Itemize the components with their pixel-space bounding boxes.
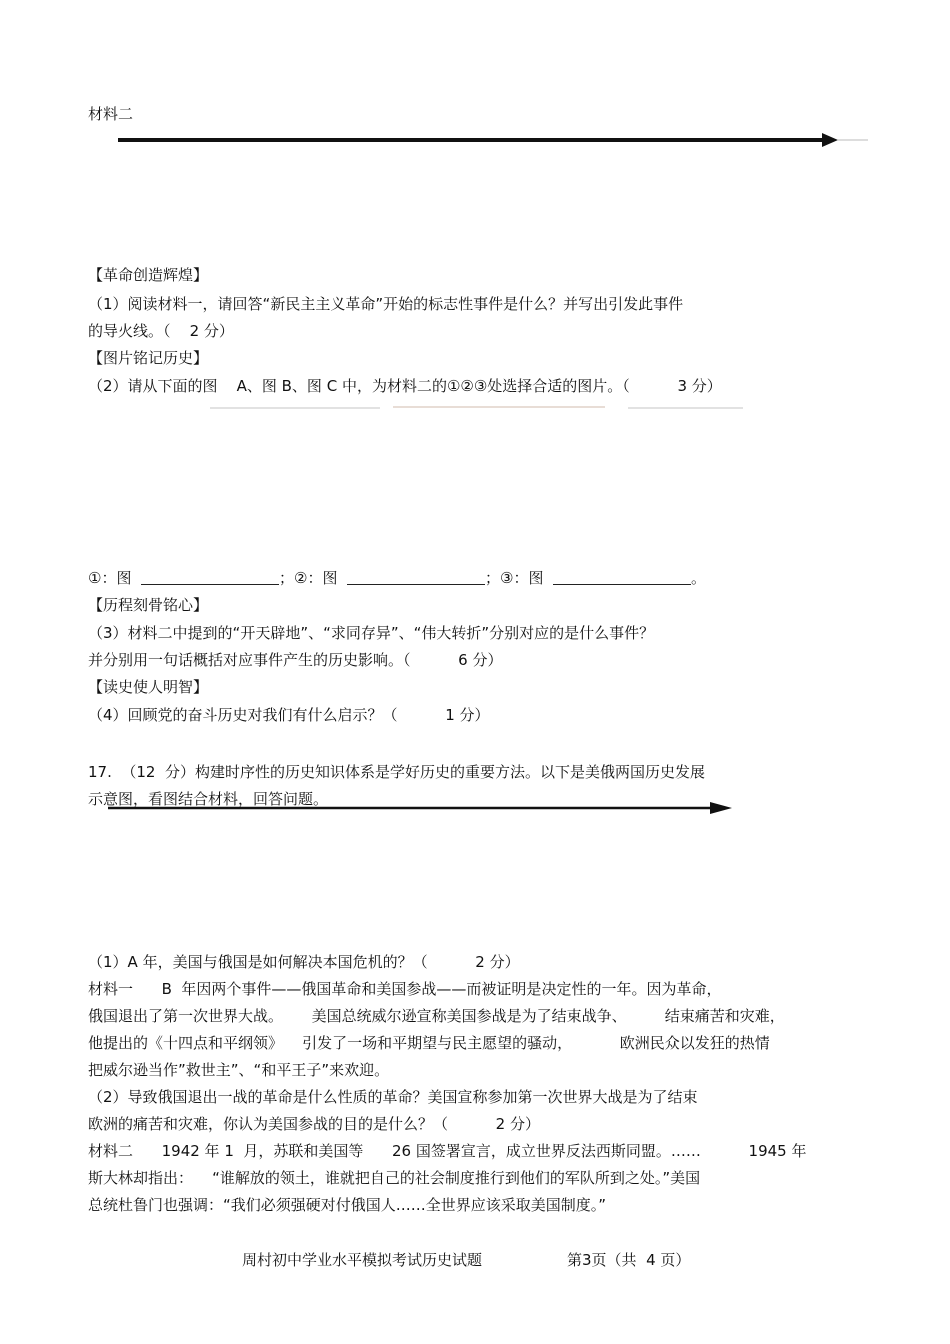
answer-blank-3[interactable] xyxy=(553,570,691,585)
question-1-line-2: 的导火线。（ 2 分） xyxy=(88,322,234,340)
question-17-line-1: 17. （12 分）构建时序性的历史知识体系是学好历史的重要方法。以下是美俄两国历史发展 xyxy=(88,763,706,781)
picture-c-edge xyxy=(628,407,743,409)
material2-label: 材料二 xyxy=(88,105,134,123)
answer-end: 。 xyxy=(691,569,707,587)
footer-page-info: 第3页（共 4 页） xyxy=(567,1251,691,1269)
material-1-line-3: 他提出的《十四点和平纲领》 引发了一场和平期望与民主愿望的骚动， 欧洲民众以发狂的热情 xyxy=(88,1034,770,1052)
question-17-sub-1: （1）A 年，美国与俄国是如何解决本国危机的？（ 2 分） xyxy=(88,953,520,971)
question-4-line: （4）回顾党的奋斗历史对我们有什么启示？（ 1 分） xyxy=(88,706,490,724)
answer-blank-1[interactable] xyxy=(141,570,279,585)
question-1-line-1: （1）阅读材料一，请回答“新民主主义革命”开始的标志性事件是什么？并写出引发此事件 xyxy=(88,295,684,313)
picture-a-edge xyxy=(210,407,380,409)
question-3-line-1: （3）材料二中提到的“开天辟地”、“求同存异”、“伟大转折”分别对应的是什么事件？ xyxy=(88,624,655,642)
answer-label-1: ①：图 xyxy=(88,569,132,587)
answer-label-2: ；②：图 xyxy=(279,569,338,587)
question-17-line-2: 示意图，看图结合材料，回答问题。 xyxy=(88,790,329,808)
material-2-line-2: 斯大林却指出： “谁解放的领土，谁就把自己的社会制度推行到他们的军队所到之处。”美国 xyxy=(88,1169,701,1187)
question-2-line: （2）请从下面的图 A、图 B、图 C 中，为材料二的①②③处选择合适的图片。（ 3 分） xyxy=(88,377,722,395)
picture-b-edge xyxy=(393,406,605,408)
section-heading-revolution: 【革命创造辉煌】 xyxy=(88,266,209,284)
footer-exam-title: 周村初中学业水平模拟考试历史试题 xyxy=(242,1251,483,1269)
question-17-sub-2-line-1: （2）导致俄国退出一战的革命是什么性质的革命？美国宣称参加第一次世界大战是为了结束 xyxy=(88,1088,698,1106)
material-2-line-1: 材料二 1942 年 1 月，苏联和美国等 26 国签署宣言，成立世界反法西斯同盟。…… 1945 年 xyxy=(88,1142,807,1160)
section-heading-pictures: 【图片铭记历史】 xyxy=(88,349,209,367)
question-3-line-2: 并分别用一句话概括对应事件产生的历史影响。（ 6 分） xyxy=(88,651,503,669)
q17-timeline-arrow xyxy=(106,798,738,818)
answer-blank-2[interactable] xyxy=(347,570,485,585)
section-heading-history: 【历程刻骨铭心】 xyxy=(88,596,209,614)
section-heading-wisdom: 【读史使人明智】 xyxy=(88,678,209,696)
answer-label-3: ；③：图 xyxy=(485,569,544,587)
material2-timeline-arrow xyxy=(110,128,870,152)
material-1-line-2: 俄国退出了第一次世界大战。 美国总统威尔逊宣称美国参战是为了结束战争、 结束痛苦和灾难， xyxy=(88,1007,785,1025)
material-1-line-1: 材料一 B 年因两个事件——俄国革命和美国参战——而被证明是决定性的一年。因为革命， xyxy=(88,980,722,998)
material-2-line-3: 总统杜鲁门也强调：“我们必须强硬对付俄国人……全世界应该采取美国制度。” xyxy=(88,1196,607,1214)
material-1-line-4: 把威尔逊当作”救世主”、“和平王子”来欢迎。 xyxy=(88,1061,390,1079)
question-17-sub-2-line-2: 欧洲的痛苦和灾难，你认为美国参战的目的是什么？（ 2 分） xyxy=(88,1115,540,1133)
answer-row xyxy=(88,568,706,588)
